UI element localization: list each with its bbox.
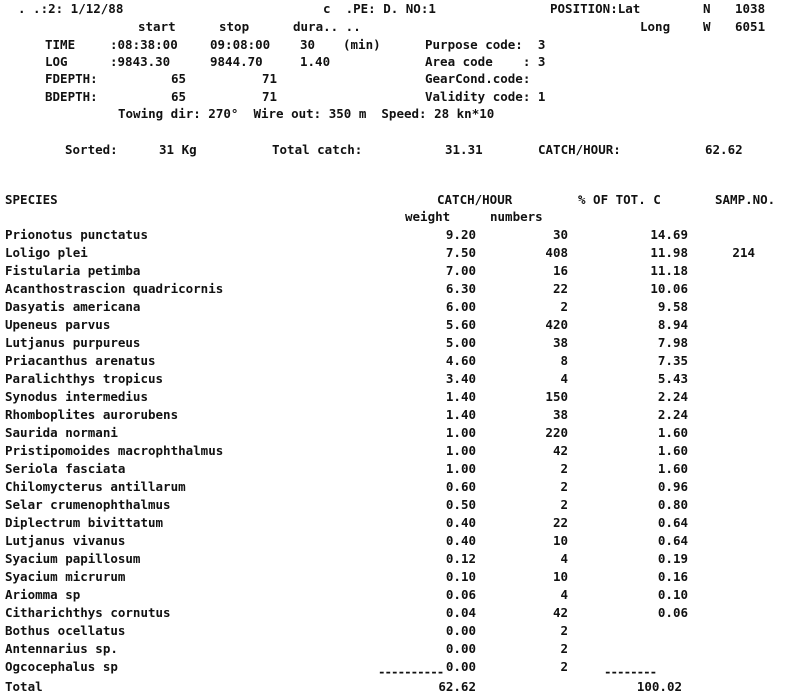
species-name-cell: Bothus ocellatus bbox=[5, 623, 126, 638]
species-name-cell: Rhomboplites aurorubens bbox=[5, 407, 179, 422]
weight-cell: 7.50 bbox=[445, 245, 476, 260]
weight-cell: 0.60 bbox=[445, 479, 476, 494]
pct-cell: 0.80 bbox=[657, 497, 688, 512]
species-name-cell: Selar crumenophthalmus bbox=[5, 497, 171, 512]
weight-cell: 0.10 bbox=[445, 569, 476, 584]
pct-cell: 0.19 bbox=[657, 551, 688, 566]
col-duration-label: dura.. .. bbox=[293, 19, 361, 34]
bdepth-label: BDEPTH: bbox=[45, 89, 98, 104]
numbers-cell: 10 bbox=[552, 569, 568, 584]
pct-cell: 10.06 bbox=[650, 281, 688, 296]
pct-cell: 7.35 bbox=[657, 353, 688, 368]
numbers-cell: 42 bbox=[552, 605, 568, 620]
weight-cell: 0.00 bbox=[445, 641, 476, 656]
weight-cell: 4.60 bbox=[445, 353, 476, 368]
numbers-subheader: numbers bbox=[490, 209, 543, 224]
pct-cell: 0.64 bbox=[657, 533, 688, 548]
col-stop-label: stop bbox=[219, 19, 250, 34]
species-table bbox=[0, 229, 800, 679]
pct-cell: 8.94 bbox=[657, 317, 688, 332]
time-unit: (min) bbox=[343, 37, 381, 52]
species-name-cell: Paralichthys tropicus bbox=[5, 371, 164, 386]
species-name-cell: Lutjanus vivanus bbox=[5, 533, 126, 548]
weight-cell: 9.20 bbox=[445, 227, 476, 242]
log-stop: 9844.70 bbox=[210, 54, 263, 69]
weight-cell: 0.40 bbox=[445, 515, 476, 530]
species-name-cell: Loligo plei bbox=[5, 245, 88, 260]
numbers-cell: 16 bbox=[552, 263, 568, 278]
weight-total-rule: ---------- bbox=[378, 664, 444, 679]
log-label: LOG bbox=[45, 54, 68, 69]
weight-cell: 3.40 bbox=[445, 371, 476, 386]
species-column-header: SPECIES bbox=[5, 192, 58, 207]
time-duration: 30 bbox=[300, 37, 316, 52]
pct-total: 100.02 bbox=[636, 679, 682, 694]
numbers-cell: 30 bbox=[552, 227, 568, 242]
numbers-cell: 38 bbox=[552, 335, 568, 350]
latitude-value: 1038 bbox=[735, 1, 766, 16]
catch-per-hour-value: 62.62 bbox=[705, 142, 743, 157]
pct-cell: 7.98 bbox=[657, 335, 688, 350]
species-name-cell: Antennarius sp. bbox=[5, 641, 118, 656]
numbers-cell: 38 bbox=[552, 407, 568, 422]
pct-cell: 2.24 bbox=[657, 407, 688, 422]
pct-cell: 9.58 bbox=[657, 299, 688, 314]
pct-cell: 2.24 bbox=[657, 389, 688, 404]
species-name-cell: Syacium papillosum bbox=[5, 551, 141, 566]
table-row bbox=[0, 625, 800, 643]
pct-cell: 0.10 bbox=[657, 587, 688, 602]
species-name-cell: Prionotus punctatus bbox=[5, 227, 148, 242]
weight-cell: 1.00 bbox=[445, 461, 476, 476]
station-info-line: c .PE: D. NO:1 bbox=[323, 1, 436, 16]
numbers-cell: 22 bbox=[552, 515, 568, 530]
weight-cell: 1.40 bbox=[445, 407, 476, 422]
species-name-cell: Saurida normani bbox=[5, 425, 118, 440]
species-name-cell: Ogcocephalus sp bbox=[5, 659, 118, 674]
species-name-cell: Upeneus parvus bbox=[5, 317, 111, 332]
numbers-cell: 2 bbox=[560, 659, 568, 674]
pct-cell: 0.96 bbox=[657, 479, 688, 494]
numbers-cell: 8 bbox=[560, 353, 568, 368]
validity-code: Validity code: 1 bbox=[425, 89, 546, 104]
numbers-cell: 2 bbox=[560, 641, 568, 656]
species-name-cell: Syacium micrurum bbox=[5, 569, 126, 584]
table-row bbox=[0, 643, 800, 661]
numbers-cell: 4 bbox=[560, 587, 568, 602]
log-duration: 1.40 bbox=[300, 54, 331, 69]
weight-cell: 0.00 bbox=[445, 659, 476, 674]
numbers-cell: 2 bbox=[560, 497, 568, 512]
total-label: Total bbox=[5, 679, 43, 694]
total-catch-value: 31.31 bbox=[445, 142, 483, 157]
longitude-value: 6051 bbox=[735, 19, 766, 34]
fdepth-label: FDEPTH: bbox=[45, 71, 98, 86]
numbers-cell: 420 bbox=[545, 317, 568, 332]
pct-total-rule: -------- bbox=[604, 664, 657, 679]
pct-cell: 11.98 bbox=[650, 245, 688, 260]
pct-cell: 11.18 bbox=[650, 263, 688, 278]
species-name-cell: Chilomycterus antillarum bbox=[5, 479, 186, 494]
numbers-cell: 2 bbox=[560, 461, 568, 476]
weight-cell: 6.30 bbox=[445, 281, 476, 296]
time-start: :08:38:00 bbox=[110, 37, 178, 52]
weight-cell: 0.00 bbox=[445, 623, 476, 638]
weight-cell: 1.40 bbox=[445, 389, 476, 404]
numbers-cell: 22 bbox=[552, 281, 568, 296]
pct-cell: 1.60 bbox=[657, 461, 688, 476]
numbers-cell: 42 bbox=[552, 443, 568, 458]
pct-cell: 14.69 bbox=[650, 227, 688, 242]
time-stop: 09:08:00 bbox=[210, 37, 271, 52]
numbers-cell: 2 bbox=[560, 479, 568, 494]
sample-number-cell: 214 bbox=[732, 245, 755, 260]
weight-cell: 0.06 bbox=[445, 587, 476, 602]
catch-per-hour-label: CATCH/HOUR: bbox=[538, 142, 621, 157]
weight-cell: 1.00 bbox=[445, 425, 476, 440]
weight-total: 62.62 bbox=[438, 679, 476, 694]
weight-cell: 0.50 bbox=[445, 497, 476, 512]
numbers-cell: 2 bbox=[560, 623, 568, 638]
numbers-cell: 2 bbox=[560, 299, 568, 314]
species-name-cell: Ariomma sp bbox=[5, 587, 81, 602]
numbers-cell: 408 bbox=[545, 245, 568, 260]
weight-cell: 5.60 bbox=[445, 317, 476, 332]
species-name-cell: Lutjanus purpureus bbox=[5, 335, 141, 350]
longitude-label: Long bbox=[640, 19, 671, 34]
species-name-cell: Fistularia petimba bbox=[5, 263, 141, 278]
weight-cell: 0.12 bbox=[445, 551, 476, 566]
catch-hour-column-header: CATCH/HOUR bbox=[437, 192, 513, 207]
position-label: POSITION:Lat bbox=[550, 1, 641, 16]
sorted-value: 31 Kg bbox=[159, 142, 197, 157]
species-name-cell: Priacanthus arenatus bbox=[5, 353, 156, 368]
bdepth-stop: 71 bbox=[262, 89, 278, 104]
pct-cell: 0.16 bbox=[657, 569, 688, 584]
weight-cell: 5.00 bbox=[445, 335, 476, 350]
time-label: TIME bbox=[45, 37, 76, 52]
weight-subheader: weight bbox=[405, 209, 451, 224]
pct-cell: 0.06 bbox=[657, 605, 688, 620]
pct-cell: 1.60 bbox=[657, 443, 688, 458]
bdepth-start: 65 bbox=[171, 89, 187, 104]
area-code: Area code : 3 bbox=[425, 54, 546, 69]
pct-cell: 1.60 bbox=[657, 425, 688, 440]
species-name-cell: Citharichthys cornutus bbox=[5, 605, 171, 620]
species-name-cell: Pristipomoides macrophthalmus bbox=[5, 443, 224, 458]
sample-number-column-header: SAMP.NO. bbox=[715, 192, 776, 207]
pct-cell: 0.64 bbox=[657, 515, 688, 530]
gearcond-code: GearCond.code: bbox=[425, 71, 531, 86]
pct-cell: 5.43 bbox=[657, 371, 688, 386]
towing-info: Towing dir: 270° Wire out: 350 m Speed: 28 kn*10 bbox=[118, 106, 495, 121]
species-name-cell: Seriola fasciata bbox=[5, 461, 126, 476]
weight-cell: 0.04 bbox=[445, 605, 476, 620]
survey-date-line: . .:2: 1/12/88 bbox=[18, 1, 124, 16]
numbers-cell: 150 bbox=[545, 389, 568, 404]
latitude-hemisphere: N bbox=[703, 1, 711, 16]
longitude-hemisphere: W bbox=[703, 19, 711, 34]
species-name-cell: Acanthostrascion quadricornis bbox=[5, 281, 224, 296]
species-name-cell: Diplectrum bivittatum bbox=[5, 515, 164, 530]
pct-total-column-header: % OF TOT. C bbox=[578, 192, 661, 207]
purpose-code: Purpose code: 3 bbox=[425, 37, 546, 52]
weight-cell: 6.00 bbox=[445, 299, 476, 314]
weight-cell: 7.00 bbox=[445, 263, 476, 278]
sorted-label: Sorted: bbox=[65, 142, 118, 157]
numbers-cell: 4 bbox=[560, 371, 568, 386]
fdepth-start: 65 bbox=[171, 71, 187, 86]
species-name-cell: Synodus intermedius bbox=[5, 389, 148, 404]
species-name-cell: Dasyatis americana bbox=[5, 299, 141, 314]
weight-cell: 0.40 bbox=[445, 533, 476, 548]
total-catch-label: Total catch: bbox=[272, 142, 363, 157]
col-start-label: start bbox=[138, 19, 176, 34]
weight-cell: 1.00 bbox=[445, 443, 476, 458]
numbers-cell: 220 bbox=[545, 425, 568, 440]
fdepth-stop: 71 bbox=[262, 71, 278, 86]
numbers-cell: 4 bbox=[560, 551, 568, 566]
numbers-cell: 10 bbox=[552, 533, 568, 548]
log-start: :9843.30 bbox=[110, 54, 171, 69]
